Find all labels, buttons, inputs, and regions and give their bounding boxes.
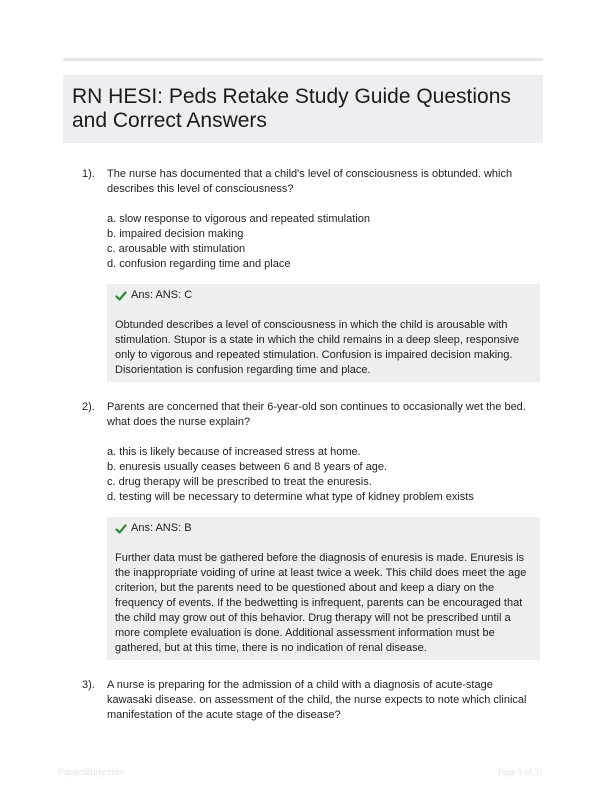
option-d: d. confusion regarding time and place — [107, 258, 291, 270]
option-list — [107, 445, 541, 505]
question-text: The nurse has documented that a child's level of consciousness is obtunded. which describes this level of consciousness? — [107, 168, 513, 195]
answer-label: Ans: ANS: B — [131, 522, 192, 534]
answer-box — [107, 517, 540, 660]
answer-explanation: Obtunded describes a level of consciousness in which the child is arousable with stimulation. Stupor is a state in which the child remains in a deep sleep, responsive only to vigorous and repeated stimulation. Confusion is impaired decision making. Disorientation is confusion regarding time and place. — [115, 319, 520, 376]
top-rule — [63, 58, 543, 61]
page-title: RN HESI: Peds Retake Study Guide Questions and Correct Answers — [72, 85, 511, 132]
checkmark-icon — [115, 523, 127, 535]
answer-line — [115, 288, 540, 303]
question-body — [107, 678, 541, 723]
option-a: a. this is likely because of increased stress at home. — [107, 446, 361, 458]
option-c: c. arousable with stimulation — [107, 243, 246, 255]
footer-watermark: PaperStudy.com — [58, 767, 124, 777]
answer-line — [115, 521, 540, 536]
page-number: Page 1 of 31 — [498, 767, 544, 777]
checkmark-icon — [115, 290, 127, 302]
option-b: b. impaired decision making — [107, 228, 244, 240]
answer-box — [107, 284, 540, 382]
question-text: Parents are concerned that their 6-year-old son continues to occasionally wet the bed. what does the nurse explain? — [107, 401, 526, 428]
option-a: a. slow response to vigorous and repeated stimulation — [107, 213, 370, 225]
title-banner — [63, 75, 543, 143]
question-text: A nurse is preparing for the admission of a child with a diagnosis of acute-stage kawasaki disease. on assessment of the child, the nurse expects to note which clinical manifestation of the acute stage of the disease? — [107, 679, 527, 721]
question-number: 1). — [82, 168, 95, 180]
answer-label: Ans: ANS: C — [131, 289, 193, 301]
option-list — [107, 212, 541, 272]
option-c: c. drug therapy will be prescribed to treat the enuresis. — [107, 476, 372, 488]
question-body — [107, 400, 541, 505]
option-d: d. testing will be necessary to determine what type of kidney problem exists — [107, 491, 474, 503]
question-number: 3). — [82, 679, 95, 691]
answer-explanation: Further data must be gathered before the diagnosis of enuresis is made. Enuresis is the inappropriate voiding of urine at least twice a week. This child does meet the age criterion, but the parents need to be questioned about and keep a diary on the frequency of events. If the bedwetting is infrequent, parents can be encouraged that the child may grow out of this behavior. Drug therapy will not be prescribed until a more complete evaluation is done. Additional assessment information must be gathered, but at this time, there is no indication of renal disease. — [115, 552, 527, 654]
option-b: b. enuresis usually ceases between 6 and 8 years of age. — [107, 461, 388, 473]
question-body — [107, 167, 541, 272]
question-number: 2). — [82, 401, 95, 413]
